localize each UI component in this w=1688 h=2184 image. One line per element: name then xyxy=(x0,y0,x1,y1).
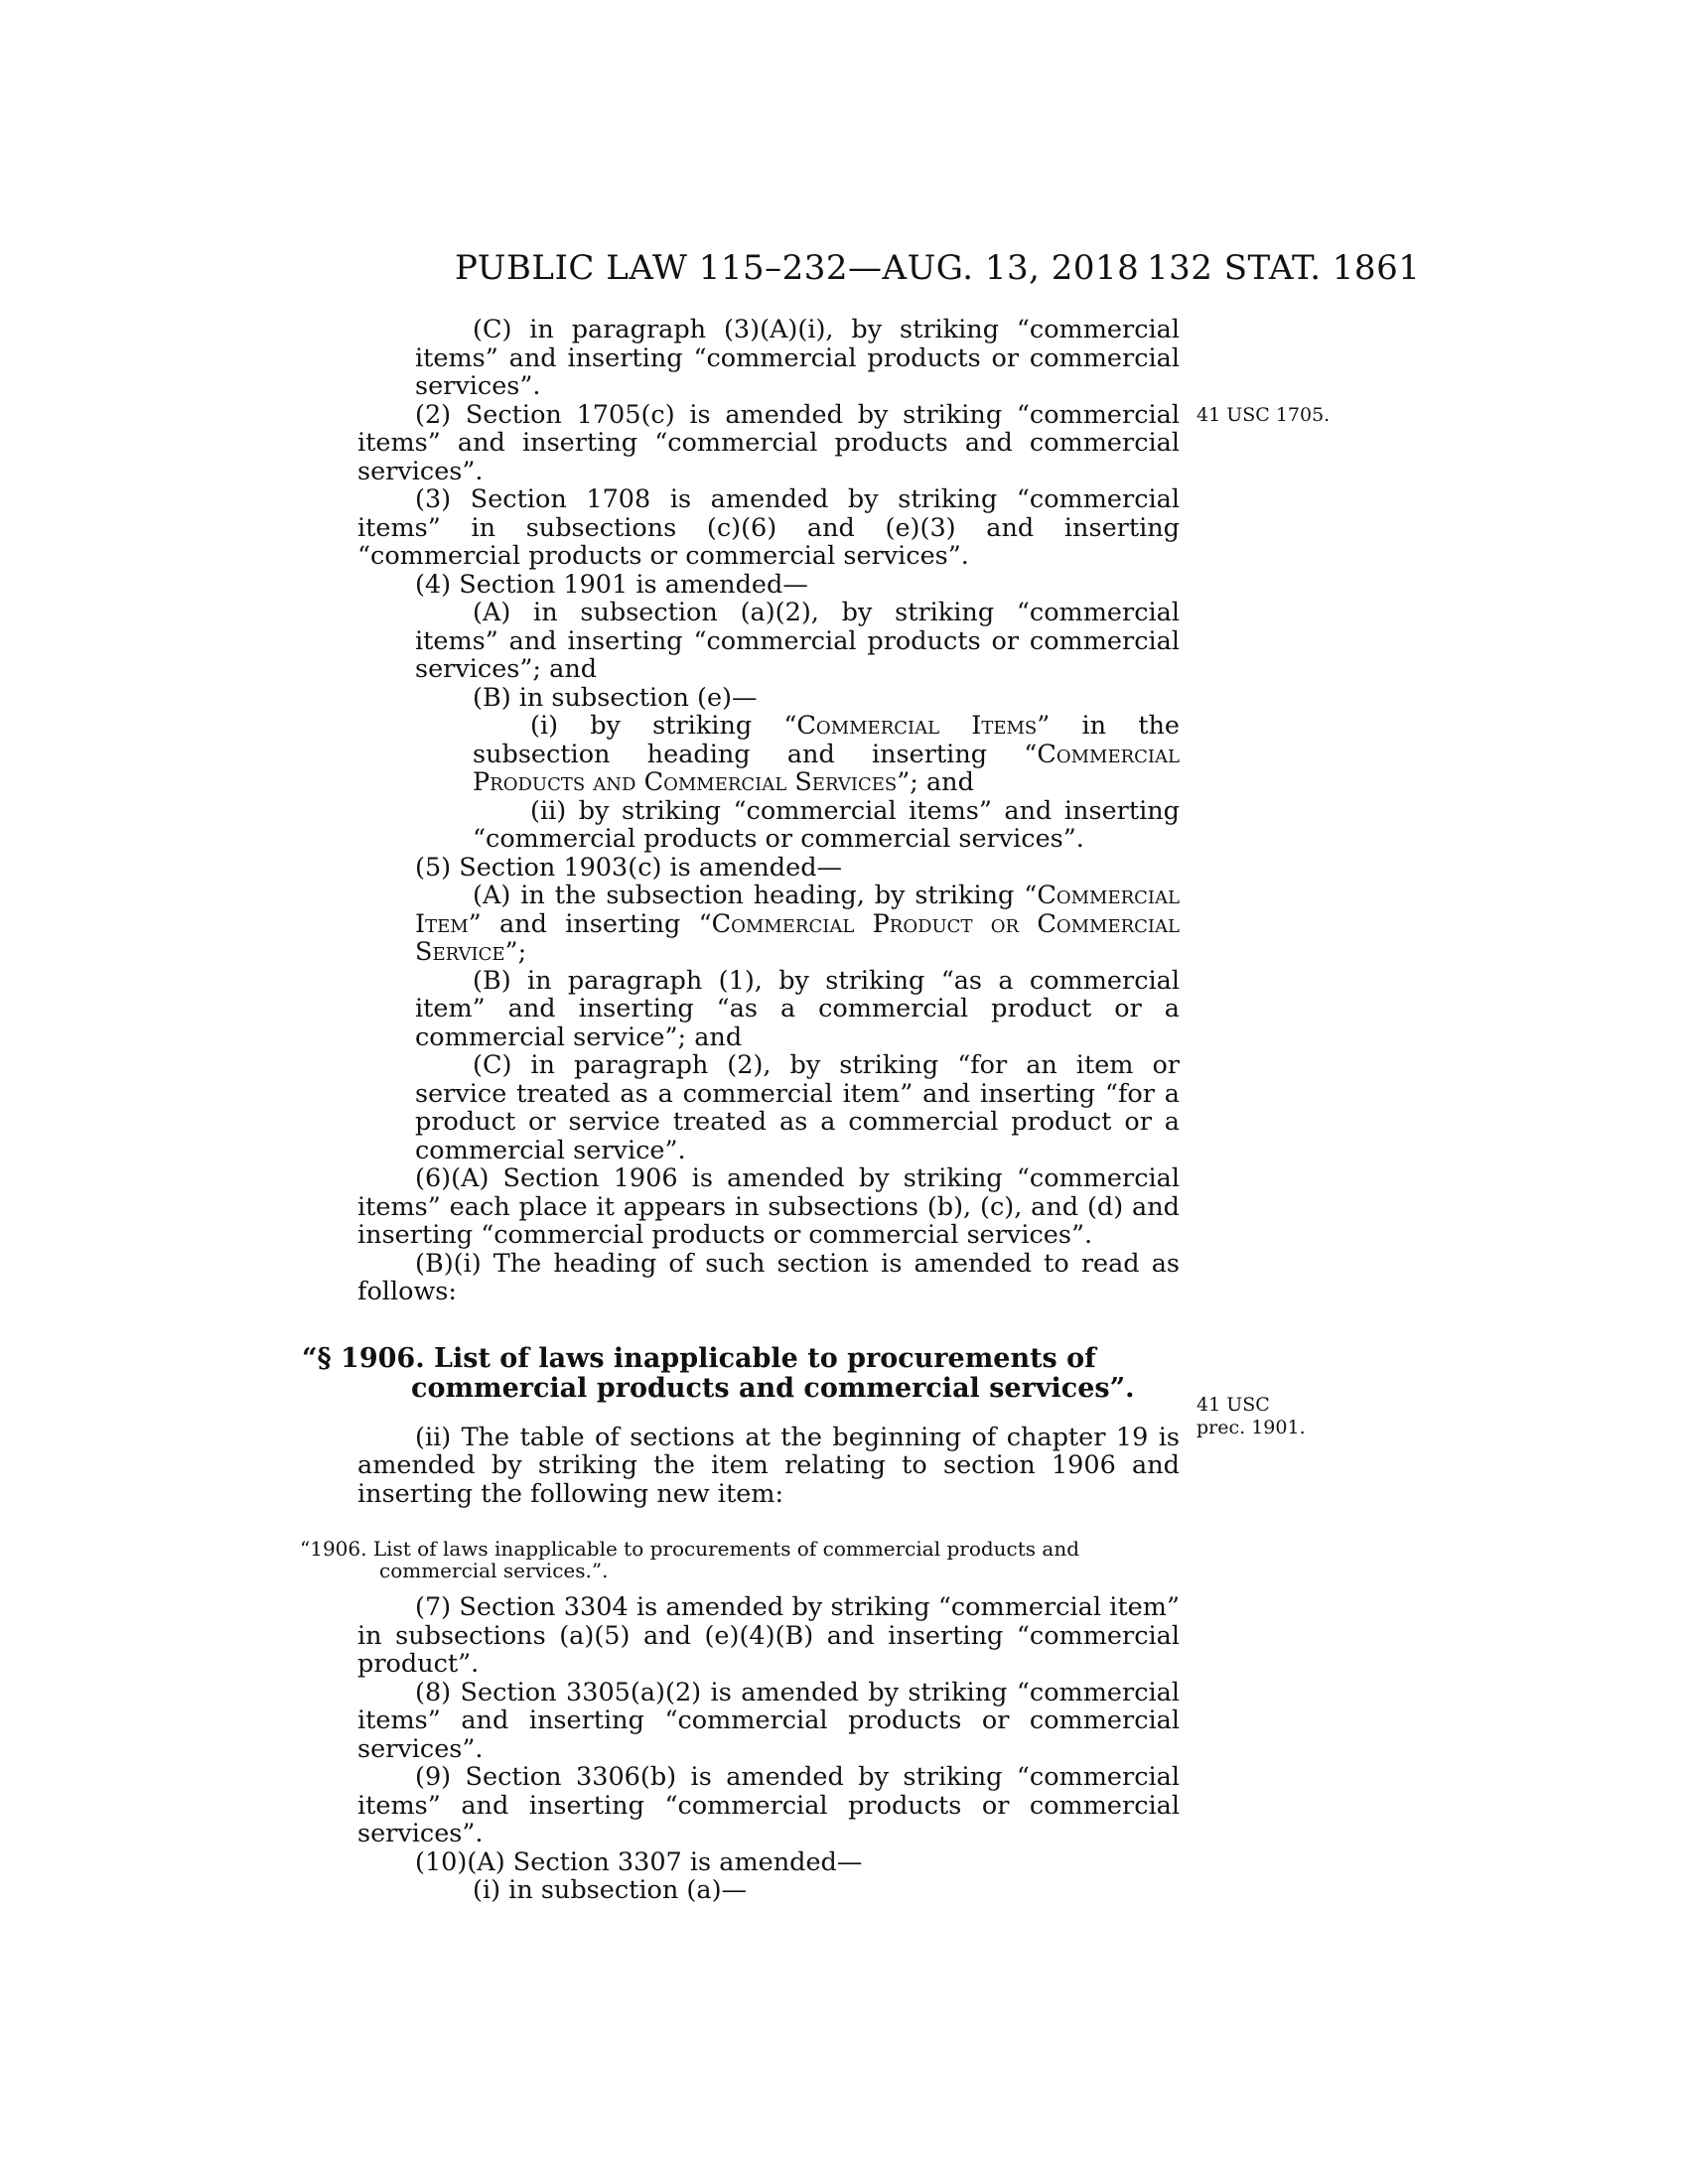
running-header-title: PUBLIC LAW 115–232—AUG. 13, 2018 xyxy=(455,248,1140,288)
small-caps-text: Commercial Products and Commercial Services xyxy=(473,739,1180,797)
section-heading-1906: “§ 1906. List of laws inapplicable to procurements of commercial products and commercial services”. xyxy=(302,1342,1135,1404)
small-caps-text: Commercial Items xyxy=(796,711,1038,741)
paragraph-2: (2) Section 1705(c) is amended by striking “commercial items” and inserting “commercial products and commercial services”. xyxy=(357,399,1180,486)
text-fragment: ”; xyxy=(504,937,527,967)
paragraph-7: (7) Section 3304 is amended by striking “commercial item” in subsections (a)(5) and (e)(4)(B) and inserting “commercial product”. xyxy=(357,1592,1180,1679)
paragraph-4-b-ii: (ii) by striking “commercial items” and inserting “commercial products or commercial services”. xyxy=(473,795,1180,854)
paragraph-6-b-i: (B)(i) The heading of such section is amended to read as follows: xyxy=(357,1248,1180,1306)
paragraph-4-b-i xyxy=(357,712,1180,797)
running-header-page-number: 132 STAT. 1861 xyxy=(1147,248,1421,288)
paragraph-6-b-ii: (ii) The table of sections at the beginning of chapter 19 is amended by striking the item relating to section 1906 and inserting the following new item: xyxy=(357,1422,1180,1509)
body-text xyxy=(300,315,1180,1905)
paragraph-4-a: (A) in subsection (a)(2), by striking “commercial items” and inserting “commercial products or commercial services”; and xyxy=(415,598,1180,684)
small-caps-text: Commercial Item xyxy=(415,881,1180,939)
paragraph-4: (4) Section 1901 is amended— xyxy=(415,569,808,600)
text-fragment: (i) by striking “ xyxy=(530,711,797,741)
table-of-sections-item: “1906. List of laws inapplicable to procurements of commercial products and commercial services.”. xyxy=(300,1537,1080,1582)
paragraph-9: (9) Section 3306(b) is amended by striking “commercial items” and inserting “commercial products or commercial services”. xyxy=(357,1762,1180,1848)
paragraph-3: (3) Section 1708 is amended by striking “commercial items” in subsections (c)(6) and (e)(3) and inserting “commercial products or commercial services”. xyxy=(357,484,1180,571)
text-fragment: ”; and xyxy=(897,767,974,797)
paragraph-1-c: (C) in paragraph (3)(A)(i), by striking “commercial items” and inserting “commercial products or commercial services”. xyxy=(415,315,1180,401)
paragraph-6-a: (6)(A) Section 1906 is amended by striking “commercial items” each place it appears in subsections (b), (c), and (d) and inserting “commercial products or commercial services”. xyxy=(357,1163,1180,1250)
text-fragment: ” in the subsection heading and inserting “ xyxy=(473,711,1180,769)
paragraph-8: (8) Section 3305(a)(2) is amended by striking “commercial items” and inserting “commercial products or commercial services”. xyxy=(357,1677,1180,1764)
paragraph-4-b: (B) in subsection (e)— xyxy=(473,682,758,713)
margin-note-41-usc: 41 USC xyxy=(1196,1394,1270,1416)
margin-note-41-usc-1705: 41 USC 1705. xyxy=(1196,404,1331,426)
paragraph-5: (5) Section 1903(c) is amended— xyxy=(415,852,843,883)
text-fragment: (A) in the subsection heading, by striking “ xyxy=(473,881,1038,910)
paragraph-5-b: (B) in paragraph (1), by striking “as a commercial item” and inserting “as a commercial product or a commercial service”; and xyxy=(415,965,1180,1052)
paragraph-10-a: (10)(A) Section 3307 is amended— xyxy=(415,1846,863,1877)
margin-note-prec-1901: prec. 1901. xyxy=(1196,1417,1306,1438)
paragraph-5-a xyxy=(357,882,1180,967)
small-caps-text: Commercial Product or Commercial Service xyxy=(415,908,1180,967)
paragraph-5-c: (C) in paragraph (2), by striking “for an item or service treated as a commercial item” and inserting “for a product or service treated as a commercial product or a commercial service”. xyxy=(415,1050,1180,1165)
text-fragment: ” and inserting “ xyxy=(468,908,712,939)
paragraph-10-a-i: (i) in subsection (a)— xyxy=(473,1875,748,1905)
